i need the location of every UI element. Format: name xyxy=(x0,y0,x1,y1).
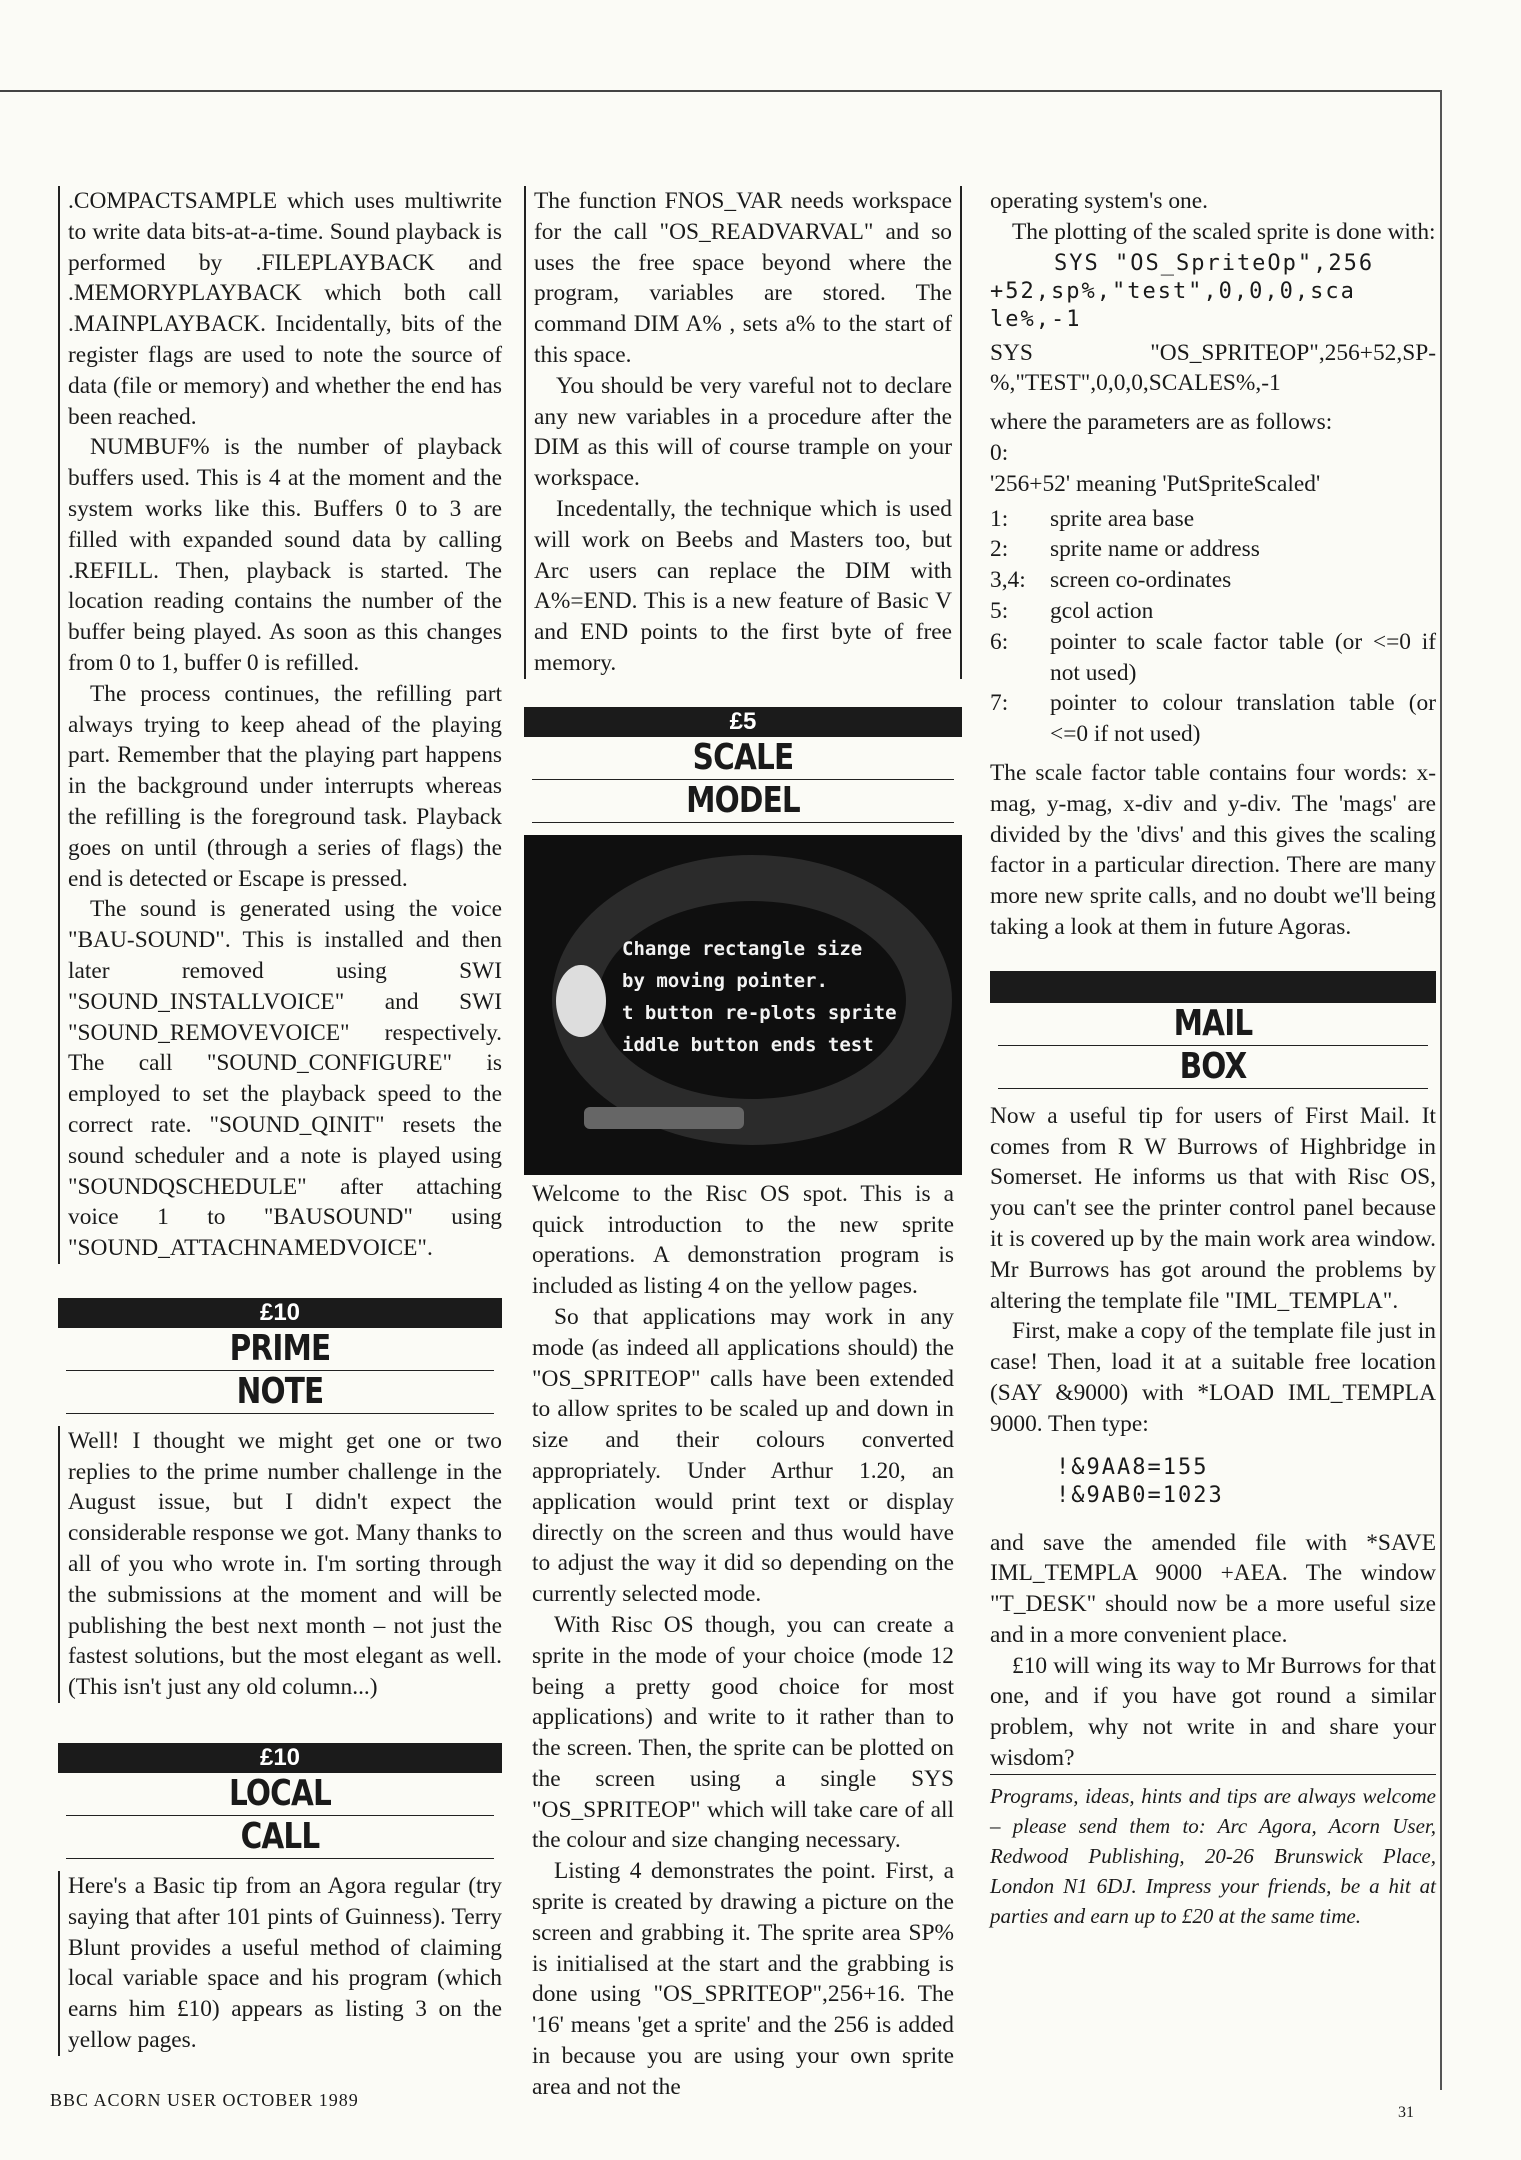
prize-banner: £10 xyxy=(58,1743,502,1773)
prize-banner: £10 xyxy=(58,1298,502,1328)
parameter-row: 5: gcol action xyxy=(990,597,1154,624)
paragraph: 0: xyxy=(990,439,1009,466)
paragraph: and save the amended file with *SAVE IML_TEMPLA 9000 +AEA. The window "T_DESK" should now be a more useful size and in a more convenient place. xyxy=(990,1529,1436,1648)
parameter-row: 1: sprite area base xyxy=(990,505,1195,532)
paragraph: operating system's one. xyxy=(990,188,1208,214)
code-block xyxy=(990,1454,1436,1510)
paragraph: The scale factor table contains four words: x-mag, y-mag, x-div and y-div. The 'mags' are divided by the 'divs' and this gives the scaling factor in a particular direction. There are many more new sprite calls, and no doubt we'll being taking a look at them in future Agoras. xyxy=(990,759,1436,940)
magazine-footer: BBC ACORN USER OCTOBER 1989 xyxy=(50,2090,359,2110)
heading-banner xyxy=(990,971,1436,1003)
code-block xyxy=(990,250,1436,334)
column-1-middle-text xyxy=(58,1426,502,1703)
code-line: !&9AA8=155 xyxy=(1056,1454,1209,1480)
paragraph: Incedentally, the technique which is used will work on Beebs and Masters too, but Arc users can replace the DIM with A%=END. This is a new feature of Basic V and END points to the first byte of free memory. xyxy=(534,495,952,676)
paragraph: where the parameters are as follows: xyxy=(990,409,1333,436)
heading-title: MAIL xyxy=(1173,1002,1253,1044)
column-1-bottom-text xyxy=(58,1871,502,2056)
sys-label: SYS xyxy=(990,339,1033,366)
paragraph: First, make a copy of the template file just in case! Then, load it at a suitable free location (SAY &9000) with *LOAD IML_TEMPLA 9000. Then type: xyxy=(990,1318,1436,1437)
sys-call: "OS_SPRITEOP",256+52,SP- xyxy=(1150,339,1436,366)
prime-note-heading xyxy=(58,1298,502,1414)
paragraph: '256+52' meaning 'PutSpriteScaled' xyxy=(990,470,1321,497)
code-line: +52,sp%,"test",0,0,0,sca xyxy=(990,278,1356,304)
paragraph: With Risc OS though, you can create a sprite in the mode of your choice (mode 12 being a pretty good choice for most applications) and write to it rather than to the screen. Then, the sprite can be plotted on the screen using a single SYS "OS_SPRITEOP" which will take care of all the colour and size changing necessary. xyxy=(532,1611,954,1854)
demo-line: Change rectangle size xyxy=(622,937,863,960)
column-3-top-text xyxy=(990,186,1436,943)
mail-box-heading xyxy=(990,971,1436,1089)
paragraph: Welcome to the Risc OS spot. This is a quick introduction to the new sprite operations. A demonstration program is included as listing 4 on the yellow pages. xyxy=(532,1180,954,1300)
heading-rule xyxy=(532,822,954,823)
code-line: SYS "OS_SpriteOp",256 xyxy=(1054,250,1375,276)
page-top-rule xyxy=(0,90,1440,92)
sprite-ring-graphic xyxy=(552,855,952,1145)
sprite-disc-graphic xyxy=(556,965,606,1037)
parameter-row: 2: sprite name or address xyxy=(990,536,1260,563)
paragraph: %,"TEST",0,0,0,SCALES%,-1 xyxy=(990,370,1281,397)
page-right-rule xyxy=(1440,90,1442,2090)
paragraph: Now a useful tip for users of First Mail. It comes from R W Burrows of Highbridge in Somerset. He informs us that with Risc OS, you can't see the printer control panel because it is covered up by the main work area window. Mr Burrows has got around the problems by altering the template file "IML_TEMPLA". xyxy=(990,1102,1436,1314)
paragraph: NUMBUF% is the number of playback buffers used. This is 4 at the moment and the system works like this. Buffers 0 to 3 are filled with expanded sound data by calling .REFILL. Then, playback is started. The location reading contains the number of the buffer being played. As soon as this changes from 0 to 1, buffer 0 is refilled. xyxy=(68,434,502,676)
demo-line: by moving pointer. xyxy=(622,969,828,992)
column-2-bottom-text xyxy=(524,1179,962,2103)
code-line: !&9AB0=1023 xyxy=(1056,1482,1224,1508)
parameter-row: 7: pointer to colour translation table (or <=0 if not used) xyxy=(990,690,1436,748)
column-2-top-text xyxy=(524,186,962,679)
paragraph: The plotting of the scaled sprite is done with: xyxy=(1012,218,1436,245)
paragraph: So that applications may work in any mode (as indeed all applications should) the "OS_SPRITEOP" calls have been extended to allow sprites to be scaled up and down in size and their colours converted appropriately. Under Arthur 1.20, an application would print text or display directly on the screen and thus would have to adjust the way it did so depending on the currently selected mode. xyxy=(532,1303,954,1608)
parameter-row: 6: pointer to scale factor table (or <=0 if not used) xyxy=(990,628,1436,686)
paragraph: Well! I thought we might get one or two replies to the prime number challenge in the August issue, but I didn't expect the considerable response we got. Many thanks to all of you who wrote in. I'm sorting through the submissions at the moment and will be publishing the best next month – not just the fastest solutions, but the most elegant as well. (This isn't just any old column...) xyxy=(68,1427,502,1701)
paragraph: .COMPACTSAMPLE which uses multiwrite to write data bits-at-a-time. Sound playback is performed by .FILEPLAYBACK and .MEMORYPLAYBACK which both call .MAINPLAYBACK. Incidentally, bits of the register flags are used to note the source of data (file or memory) and whether the end has been reached. xyxy=(68,188,502,430)
column-1-top-text xyxy=(58,186,502,1264)
paragraph: Here's a Basic tip from an Agora regular (try saying that after 101 pints of Guinness). Terry Blunt provides a useful method of claiming local variable space and his program (which earns him £10) appears as listing 3 on the yellow pages. xyxy=(68,1873,502,2054)
column-3-bottom-text xyxy=(990,1101,1436,1931)
scale-model-heading xyxy=(524,707,962,823)
heading-rule xyxy=(998,1088,1428,1089)
column-2 xyxy=(524,186,962,2103)
heading-title: CALL xyxy=(240,1816,320,1858)
paragraph: You should be very vareful not to declare any new variables in a procedure after the DIM as this will of course trample on your workspace. xyxy=(534,372,952,492)
sprite-blip-graphic xyxy=(584,1107,744,1129)
heading-title: NOTE xyxy=(236,1370,324,1412)
parameter-row: 3,4: screen co-ordinates xyxy=(990,567,1232,594)
page-number: 31 xyxy=(1398,2104,1414,2121)
demo-line: iddle button ends test xyxy=(622,1033,874,1056)
heading-title: MODEL xyxy=(686,779,800,821)
paragraph: The function FNOS_VAR needs workspace for the call "OS_READVARVAL" and so uses the free space beyond where the program, variables are stored. The command DIM A% , sets a% to the start of this space. xyxy=(534,188,952,368)
heading-rule xyxy=(66,1413,494,1414)
demo-screenshot xyxy=(524,835,962,1175)
local-call-heading xyxy=(58,1743,502,1859)
paragraph: The process continues, the refilling part always trying to keep ahead of the playing part. Remember that the playing part happens in the background under interrupts whereas the refilling is the foreground task. Playback goes on until (through a series of flags) the end is detected or Escape is pressed. xyxy=(68,680,502,892)
prize-banner: £5 xyxy=(524,707,962,737)
sys-call-line xyxy=(990,338,1436,369)
demo-line: t button re-plots sprite xyxy=(622,1001,897,1024)
paragraph: The sound is generated using the voice "BAU-SOUND". This is installed and then later removed using SWI "SOUND_INSTALLVOICE" and SWI "SOUND_REMOVEVOICE" respectively. The call "SOUND_CONFIGURE" is employed to set the playback speed to the correct rate. "SOUND_QINIT" resets the sound scheduler and a note is played using "SOUNDQSCHEDULE" after attaching voice 1 to "BAUSOUND" using "SOUND_ATTACHNAMEDVOICE". xyxy=(68,896,502,1262)
code-line: le%,-1 xyxy=(990,306,1082,332)
heading-title: LOCAL xyxy=(228,1773,332,1815)
paragraph: Listing 4 demonstrates the point. First, a sprite is created by drawing a picture on the screen and grabbing it. The sprite area SP% is initialised at the start and the grabbing is done using "OS_SPRITEOP",256+16. The '16' means 'get a sprite' and the 256 is added in because you are using your own sprite area and not the xyxy=(532,1858,954,2100)
heading-title: BOX xyxy=(1179,1045,1247,1087)
heading-title: PRIME xyxy=(229,1327,331,1369)
heading-title: SCALE xyxy=(692,736,794,778)
parameter-list xyxy=(990,504,1436,750)
submissions-note: Programs, ideas, hints and tips are always welcome – please send them to: Arc Agora, Acorn User, Redwood Publishing, 20-26 Brunswick Place, London N1 6DJ. Impress your friends, be a hit at parties and earn up to £20 at the same time. xyxy=(990,1774,1436,1931)
paragraph: £10 will wing its way to Mr Burrows for that one, and if you have got round a similar problem, why not write in and share your wisdom? xyxy=(990,1652,1436,1772)
heading-rule xyxy=(66,1858,494,1859)
column-3 xyxy=(990,186,1436,1931)
column-1 xyxy=(58,186,502,2056)
